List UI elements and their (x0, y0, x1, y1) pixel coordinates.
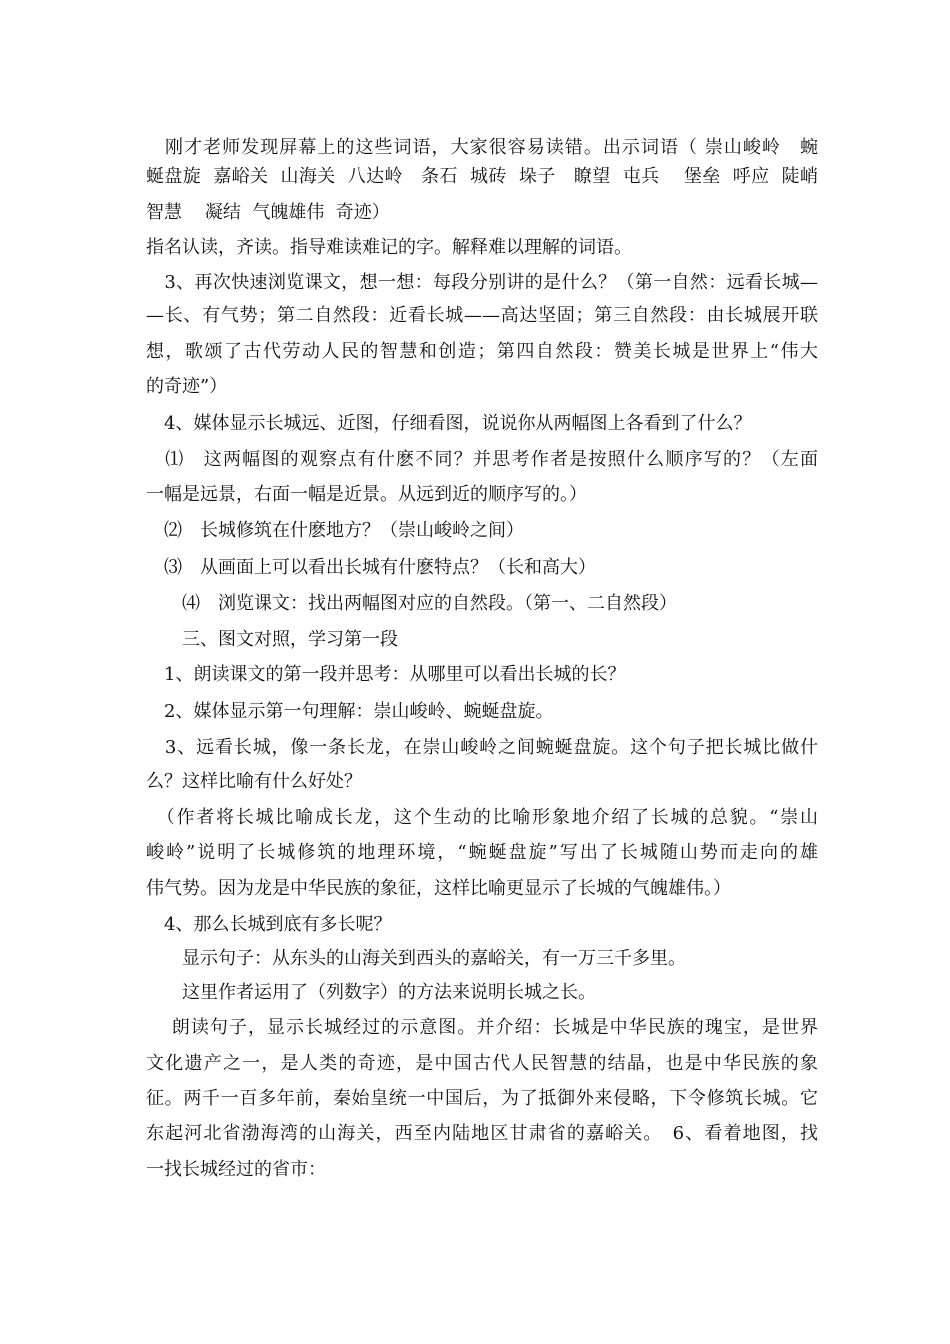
text-line: ⑵ 长城修筑在什麽地方？（崇山峻岭之间） (146, 520, 524, 541)
text-line: 智慧 凝结 气魄雄伟 奇迹） (146, 202, 390, 223)
text-line: 刚才老师发现屏幕上的这些词语，大家很容易读错。出示词语（ 崇山峻岭 蜿 (146, 137, 818, 158)
text-line: 一幅是远景，右面一幅是近景。从远到近的顺序写的。） (146, 484, 587, 505)
text-line: 这里作者运用了（列数字）的方法来说明长城之长。 (146, 982, 596, 1003)
text-line: 伟气势。因为龙是中华民族的象征，这样比喻更显示了长城的气魄雄伟。） (146, 878, 731, 899)
text-line: 3、再次快速浏览课文，想一想：每段分别讲的是什么？（第一自然：远看长城— (146, 272, 818, 293)
text-line: 1、朗读课文的第一段并思考：从哪里可以看出长城的长？ (146, 664, 626, 685)
text-line: 显示句子：从东头的山海关到西头的嘉峪关，有一万三千多里。 (146, 948, 686, 969)
text-line: 三、图文对照，学习第一段 (146, 629, 398, 650)
text-line: （作者将长城比喻成长龙，这个生动的比喻形象地介绍了长城的总貌。“崇山 (146, 807, 818, 828)
text-line: 东起河北省渤海湾的山海关，西至内陆地区甘肃省的嘉峪关。 6、看着地图，找 (146, 1123, 818, 1144)
text-line: —长、有气势；第二自然段：近看长城——高达坚固；第三自然段：由长城展开联 (146, 305, 818, 326)
text-line: 4、媒体显示长城远、近图，仔细看图，说说你从两幅图上各看到了什么？ (146, 413, 752, 434)
text-line: 朗读句子，显示长城经过的示意图。并介绍：长城是中华民族的瑰宝，是世界 (146, 1017, 818, 1038)
text-line: ⑴ 这两幅图的观察点有什麽不同？并思考作者是按照什么顺序写的？（左面 (146, 449, 818, 470)
text-line: 蜒盘旋 嘉峪关 山海关 八达岭 条石 城砖 垛子 瞭望 屯兵 堡垒 呼应 陡峭 (146, 166, 818, 187)
text-line: 3、远看长城，像一条长龙，在崇山峻岭之间蜿蜒盘旋。这个句子把长城比做什 (146, 737, 818, 758)
text-line: 指名认读，齐读。指导难读难记的字。解释难以理解的词语。 (146, 237, 632, 258)
text-line: 2、媒体显示第一句理解：崇山峻岭、蜿蜒盘旋。 (146, 701, 554, 722)
text-line: 峻岭”说明了长城修筑的地理环境，“蜿蜒盘旋”写出了长城随山势而走向的雄 (146, 842, 818, 863)
text-line: 么？这样比喻有什么好处？ (146, 771, 362, 792)
text-line: 文化遗产之一，是人类的奇迹，是中国古代人民智慧的结晶，也是中华民族的象 (146, 1053, 818, 1074)
text-line: 的奇迹”） (146, 376, 228, 397)
text-line: 一找长城经过的省市： (146, 1159, 326, 1180)
text-line: ⑶ 从画面上可以看出长城有什麽特点？（长和高大） (146, 557, 596, 578)
text-line: 征。两千一百多年前，秦始皇统一中国后，为了抵御外来侵略，下令修筑长城。它 (146, 1088, 818, 1109)
text-line: ⑷ 浏览课文：找出两幅图对应的自然段。（第一、二自然段） (146, 593, 677, 614)
text-line: 4、那么长城到底有多长呢？ (146, 914, 392, 935)
text-line: 想，歌颂了古代劳动人民的智慧和创造；第四自然段：赞美长城是世界上“伟大 (146, 341, 818, 362)
